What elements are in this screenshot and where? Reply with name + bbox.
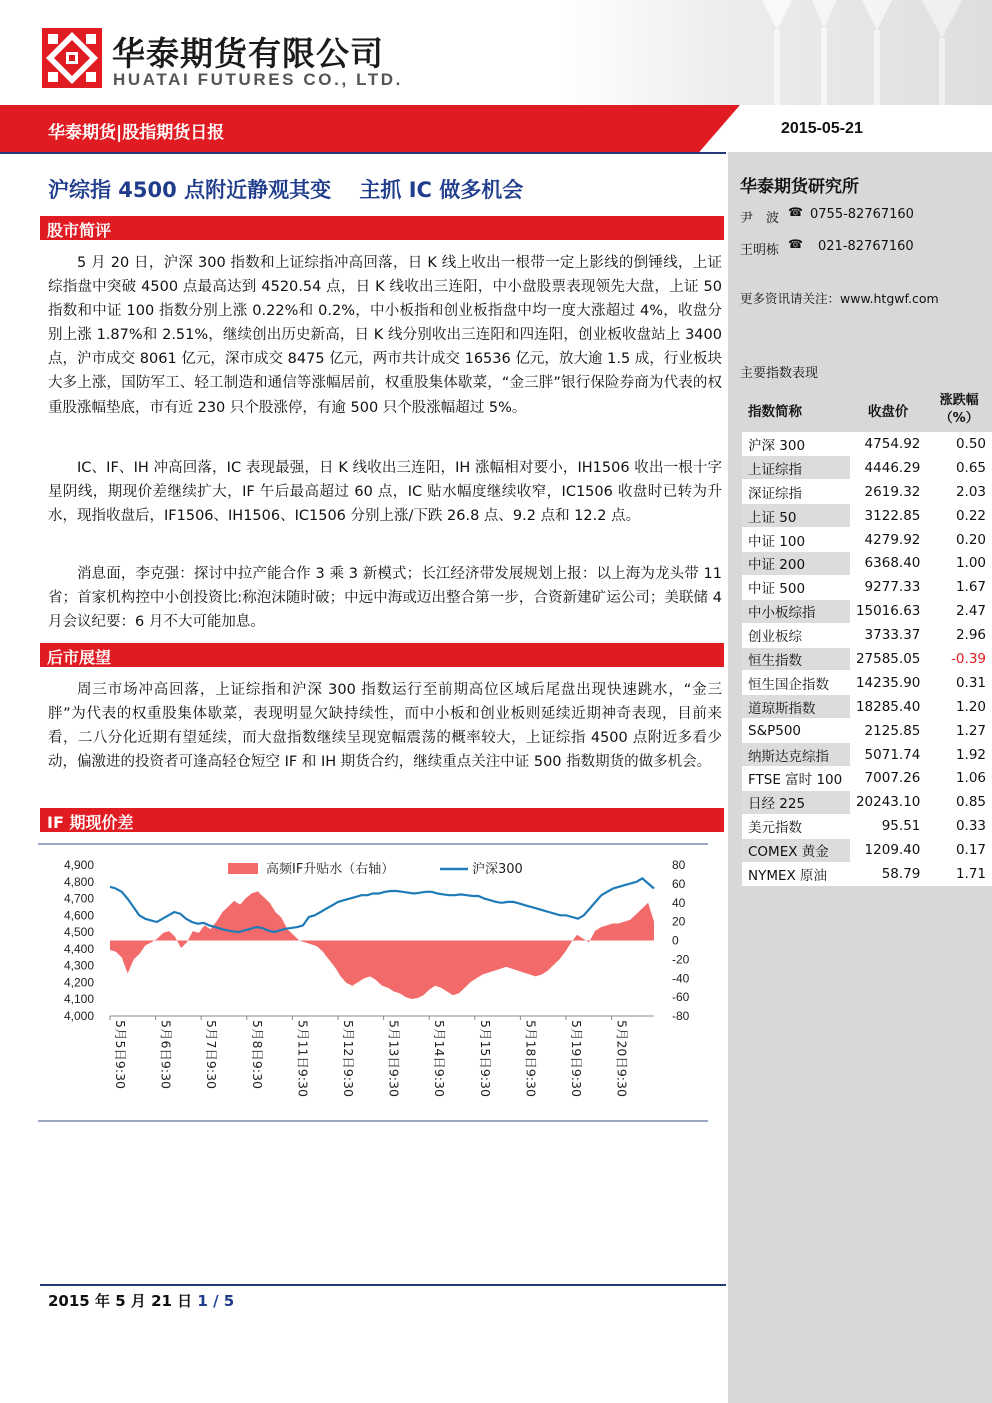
- index-row: [742, 695, 992, 719]
- index-change: 1.06: [926, 766, 992, 790]
- index-name: 中证 100: [742, 528, 850, 552]
- y-right-tick-label: -60: [672, 990, 690, 1005]
- page-number: 1 / 5: [197, 1292, 235, 1310]
- y-right-tick-label: 80: [672, 858, 686, 872]
- y-right-tick-label: 60: [672, 876, 686, 891]
- index-close: 15016.63: [850, 599, 926, 623]
- contact-name: 王明栋: [740, 243, 780, 258]
- y-left-tick-label: 4,400: [63, 941, 94, 956]
- index-close: 18285.40: [850, 695, 926, 719]
- index-close: 7007.26: [850, 766, 926, 790]
- y-right-tick-label: -40: [672, 971, 690, 986]
- index-row: [742, 599, 992, 623]
- index-change: 0.17: [926, 838, 992, 862]
- company-logo-icon: [42, 28, 102, 88]
- x-tick-label: 5月14日9:30: [432, 1020, 448, 1097]
- y-left-tick-label: 4,600: [63, 908, 94, 923]
- section-title: 后市展望: [47, 648, 112, 667]
- index-name: 上证综指: [742, 456, 850, 480]
- company-name-en: HUATAI FUTURES CO., LTD.: [113, 70, 403, 89]
- index-row: [742, 504, 992, 528]
- footer-divider: [40, 1284, 726, 1286]
- phone-icon: ☎: [788, 237, 803, 251]
- headline: 沪综指 4500 点附近静观其变 主抓 IC 做多机会: [48, 178, 524, 202]
- index-change: 1.67: [926, 575, 992, 599]
- index-row: [742, 528, 992, 552]
- section-header-outlook: [40, 643, 724, 667]
- section-title: IF 期现价差: [47, 813, 134, 832]
- legend-label: 高频IF升贴水（右轴）: [266, 862, 395, 877]
- col-header-close: 收盘价: [850, 388, 926, 432]
- legend-label: 沪深300: [472, 862, 523, 877]
- index-name: 上证 50: [742, 504, 850, 528]
- company-name-cn: 华泰期货有限公司: [112, 34, 384, 73]
- series-if-spread-area: [110, 891, 654, 999]
- y-right-tick-label: 0: [672, 933, 679, 948]
- y-right-tick-label: -20: [672, 952, 690, 967]
- index-row: [742, 743, 992, 767]
- index-table-title: 主要指数表现: [740, 366, 819, 381]
- y-right-tick-label: 20: [672, 914, 686, 929]
- x-tick-label: 5月6日9:30: [158, 1020, 174, 1089]
- index-change: -0.39: [926, 647, 992, 671]
- index-row: [742, 456, 992, 480]
- index-row: [742, 790, 992, 814]
- contact-1: [740, 205, 914, 226]
- index-close: 1209.40: [850, 838, 926, 862]
- x-tick-label: 5月15日9:30: [477, 1020, 493, 1097]
- index-name: COMEX 黄金: [742, 838, 850, 862]
- y-left-tick-label: 4,100: [63, 992, 94, 1007]
- more-info-link[interactable]: 更多资讯请关注：www.htgwf.com: [740, 291, 939, 306]
- review-paragraph-1: 5 月 20 日，沪深 300 指数和上证综指冲高回落，日 K 线上收出一根带一定上影线的倒锤线，上证综指盘中突破 4500 点最高达到 4520.54 点，日 K 线收出三连阳，中小盘股票表现领先大盘，上证 50 指数和中证 100 指数分别上涨 0.22%和 0.2%，中小板指和创业板指盘中均一度大涨超过 4%，收盘分别上涨 1.87%和 2.51%，继续创出历史新高，日 K 线分别收出三连阳和四连阳，创业板收盘站上 3400 点，沪市成交 8061 亿元，深市成交 8475 亿元，两市共计成交 16536 亿元，放大逾 1.5 成，行业板块大多上涨，国防军工、轻工制造和通信等涨幅居前，权重股集体歇菜，“金三胖”银行保险券商为代表的权重股涨幅垫底，市有近 230 只个股涨停，有逾 500 只个股涨幅超过 5%。: [48, 255, 722, 416]
- x-tick-label: 5月8日9:30: [249, 1020, 265, 1089]
- footer-date: 2015 年 5 月 21 日: [48, 1292, 193, 1310]
- col-header-name: 指数简称: [742, 388, 850, 432]
- index-close: 3122.85: [850, 504, 926, 528]
- index-close: 9277.33: [850, 575, 926, 599]
- index-row: [742, 862, 992, 886]
- index-close: 58.79: [850, 862, 926, 886]
- index-close: 95.51: [850, 814, 926, 838]
- contact-phone: 021-82767160: [818, 239, 914, 254]
- index-change: 0.20: [926, 528, 992, 552]
- index-row: [742, 719, 992, 743]
- y-left-tick-label: 4,700: [63, 891, 94, 906]
- section-title: 股市简评: [47, 221, 112, 240]
- contact-name: 尹 波: [740, 211, 780, 226]
- index-change: 0.50: [926, 432, 992, 456]
- index-change: 1.92: [926, 743, 992, 767]
- index-close: 27585.05: [850, 647, 926, 671]
- index-change: 2.96: [926, 623, 992, 647]
- y-left-tick-label: 4,500: [63, 925, 94, 940]
- index-close: 3733.37: [850, 623, 926, 647]
- index-name: 创业板综: [742, 623, 850, 647]
- report-date: 2015-05-21: [781, 120, 863, 137]
- x-tick-label: 5月18日9:30: [523, 1020, 539, 1097]
- legend-swatch-area: [228, 863, 258, 874]
- index-close: 2619.32: [850, 480, 926, 504]
- y-left-tick-label: 4,300: [63, 958, 94, 973]
- section-header-spread: [40, 808, 724, 832]
- index-change: 0.31: [926, 671, 992, 695]
- chart-svg: [38, 845, 708, 1120]
- index-row: [742, 575, 992, 599]
- index-row: [742, 623, 992, 647]
- index-name: 日经 225: [742, 790, 850, 814]
- outlook-paragraph: 周三市场冲高回落，上证综指和沪深 300 指数运行至前期高位区域后尾盘出现快速跳水，“金三胖”为代表的权重股集体歇菜，表现明显欠缺持续性，而中小板和创业板则延续近期神奇表现，目前来看，二八分化近期有望延续，而大盘指数继续呈现宽幅震荡的概率较大，上证综指 4500 点附近多看少动，偏激进的投资者可逢高轻仓短空 IF 和 IH 期货合约，继续重点关注中证 500 指数期货的做多机会。: [48, 682, 722, 771]
- index-name: S&P500: [742, 719, 850, 743]
- x-tick-label: 5月7日9:30: [204, 1020, 220, 1089]
- index-close: 4279.92: [850, 528, 926, 552]
- index-name: 道琼斯指数: [742, 695, 850, 719]
- index-row: [742, 766, 992, 790]
- index-name: 中证 200: [742, 551, 850, 575]
- review-paragraph-2: IC、IF、IH 冲高回落，IC 表现最强，日 K 线收出三连阳，IH 涨幅相对要小，IH1506 收出一根十字星阴线，期现价差继续扩大，IF 午后最高超过 60 点，IC 贴水幅度继续收窄，IC1506 收盘时已转为升水，现指收盘后，IF1506、IH1506、IC1506 分别上涨/下跌 26.8 点、9.2 点和 12.2 点。: [48, 460, 722, 525]
- y-left-tick-label: 4,900: [63, 858, 94, 872]
- section-header-review: [40, 216, 724, 240]
- x-tick-label: 5月13日9:30: [386, 1020, 402, 1097]
- institute-name: 华泰期货研究所: [740, 177, 859, 197]
- index-close: 4446.29: [850, 456, 926, 480]
- x-tick-label: 5月20日9:30: [614, 1020, 630, 1097]
- index-close: 4754.92: [850, 432, 926, 456]
- x-tick-label: 5月19日9:30: [569, 1020, 584, 1097]
- index-name: 美元指数: [742, 814, 850, 838]
- index-row: [742, 647, 992, 671]
- index-row: [742, 838, 992, 862]
- index-name: 深证综指: [742, 480, 850, 504]
- x-tick-label: 5月5日9:30: [113, 1020, 128, 1089]
- index-close: 2125.85: [850, 719, 926, 743]
- x-tick-label: 5月12日9:30: [341, 1020, 356, 1097]
- index-change: 1.00: [926, 551, 992, 575]
- contact-phone: 0755-82767160: [810, 207, 914, 222]
- index-name: 恒生指数: [742, 647, 850, 671]
- chart-frame-bottom: [38, 1120, 708, 1122]
- index-name: 中小板综指: [742, 599, 850, 623]
- index-name: 恒生国企指数: [742, 671, 850, 695]
- index-name: FTSE 富时 100: [742, 766, 850, 790]
- index-row: [742, 671, 992, 695]
- index-row: [742, 551, 992, 575]
- contact-2: [740, 237, 914, 258]
- review-paragraph-3: 消息面，李克强：探讨中拉产能合作 3 乘 3 新模式；长江经济带发展规划上报：以上海为龙头带 11 省；首家机构控中小创投资比:称泡沫随时破；中远中海或迈出整合第一步，合资新建矿运公司；美联储 4 月会议纪要：6 月不大可能加息。: [48, 566, 722, 631]
- index-table: [742, 388, 992, 886]
- report-title-bar: [0, 105, 992, 152]
- header-decoration: [562, 0, 992, 105]
- phone-icon: ☎: [788, 205, 803, 219]
- index-change: 1.27: [926, 719, 992, 743]
- if-spread-chart: [38, 843, 708, 1123]
- y-left-tick-label: 4,000: [63, 1009, 94, 1023]
- index-change: 1.71: [926, 862, 992, 886]
- y-left-tick-label: 4,200: [63, 975, 94, 990]
- index-name: 纳斯达克综指: [742, 743, 850, 767]
- index-close: 6368.40: [850, 551, 926, 575]
- y-right-tick-label: -80: [672, 1009, 690, 1023]
- index-name: NYMEX 原油: [742, 862, 850, 886]
- page-header: [0, 0, 992, 105]
- index-change: 0.65: [926, 456, 992, 480]
- header-divider: [0, 152, 726, 154]
- y-left-tick-label: 4,800: [63, 874, 94, 889]
- x-tick-label: 5月11日9:30: [295, 1020, 311, 1097]
- index-change: 1.20: [926, 695, 992, 719]
- chart-legend: [228, 861, 523, 877]
- index-change: 0.22: [926, 504, 992, 528]
- y-right-tick-label: 40: [672, 895, 686, 910]
- index-row: [742, 480, 992, 504]
- series-hs300-line: [110, 878, 654, 932]
- index-change: 0.33: [926, 814, 992, 838]
- index-name: 沪深 300: [742, 432, 850, 456]
- index-row: [742, 432, 992, 456]
- index-change: 2.03: [926, 480, 992, 504]
- index-change: 0.85: [926, 790, 992, 814]
- index-close: 14235.90: [850, 671, 926, 695]
- report-name: 华泰期货|股指期货日报: [48, 123, 225, 143]
- col-header-change: 涨跌幅（%）: [926, 388, 992, 432]
- index-row: [742, 814, 992, 838]
- footer: [48, 1290, 234, 1311]
- index-close: 5071.74: [850, 743, 926, 767]
- index-change: 2.47: [926, 599, 992, 623]
- index-name: 中证 500: [742, 575, 850, 599]
- index-close: 20243.10: [850, 790, 926, 814]
- header-pattern: [562, 0, 992, 105]
